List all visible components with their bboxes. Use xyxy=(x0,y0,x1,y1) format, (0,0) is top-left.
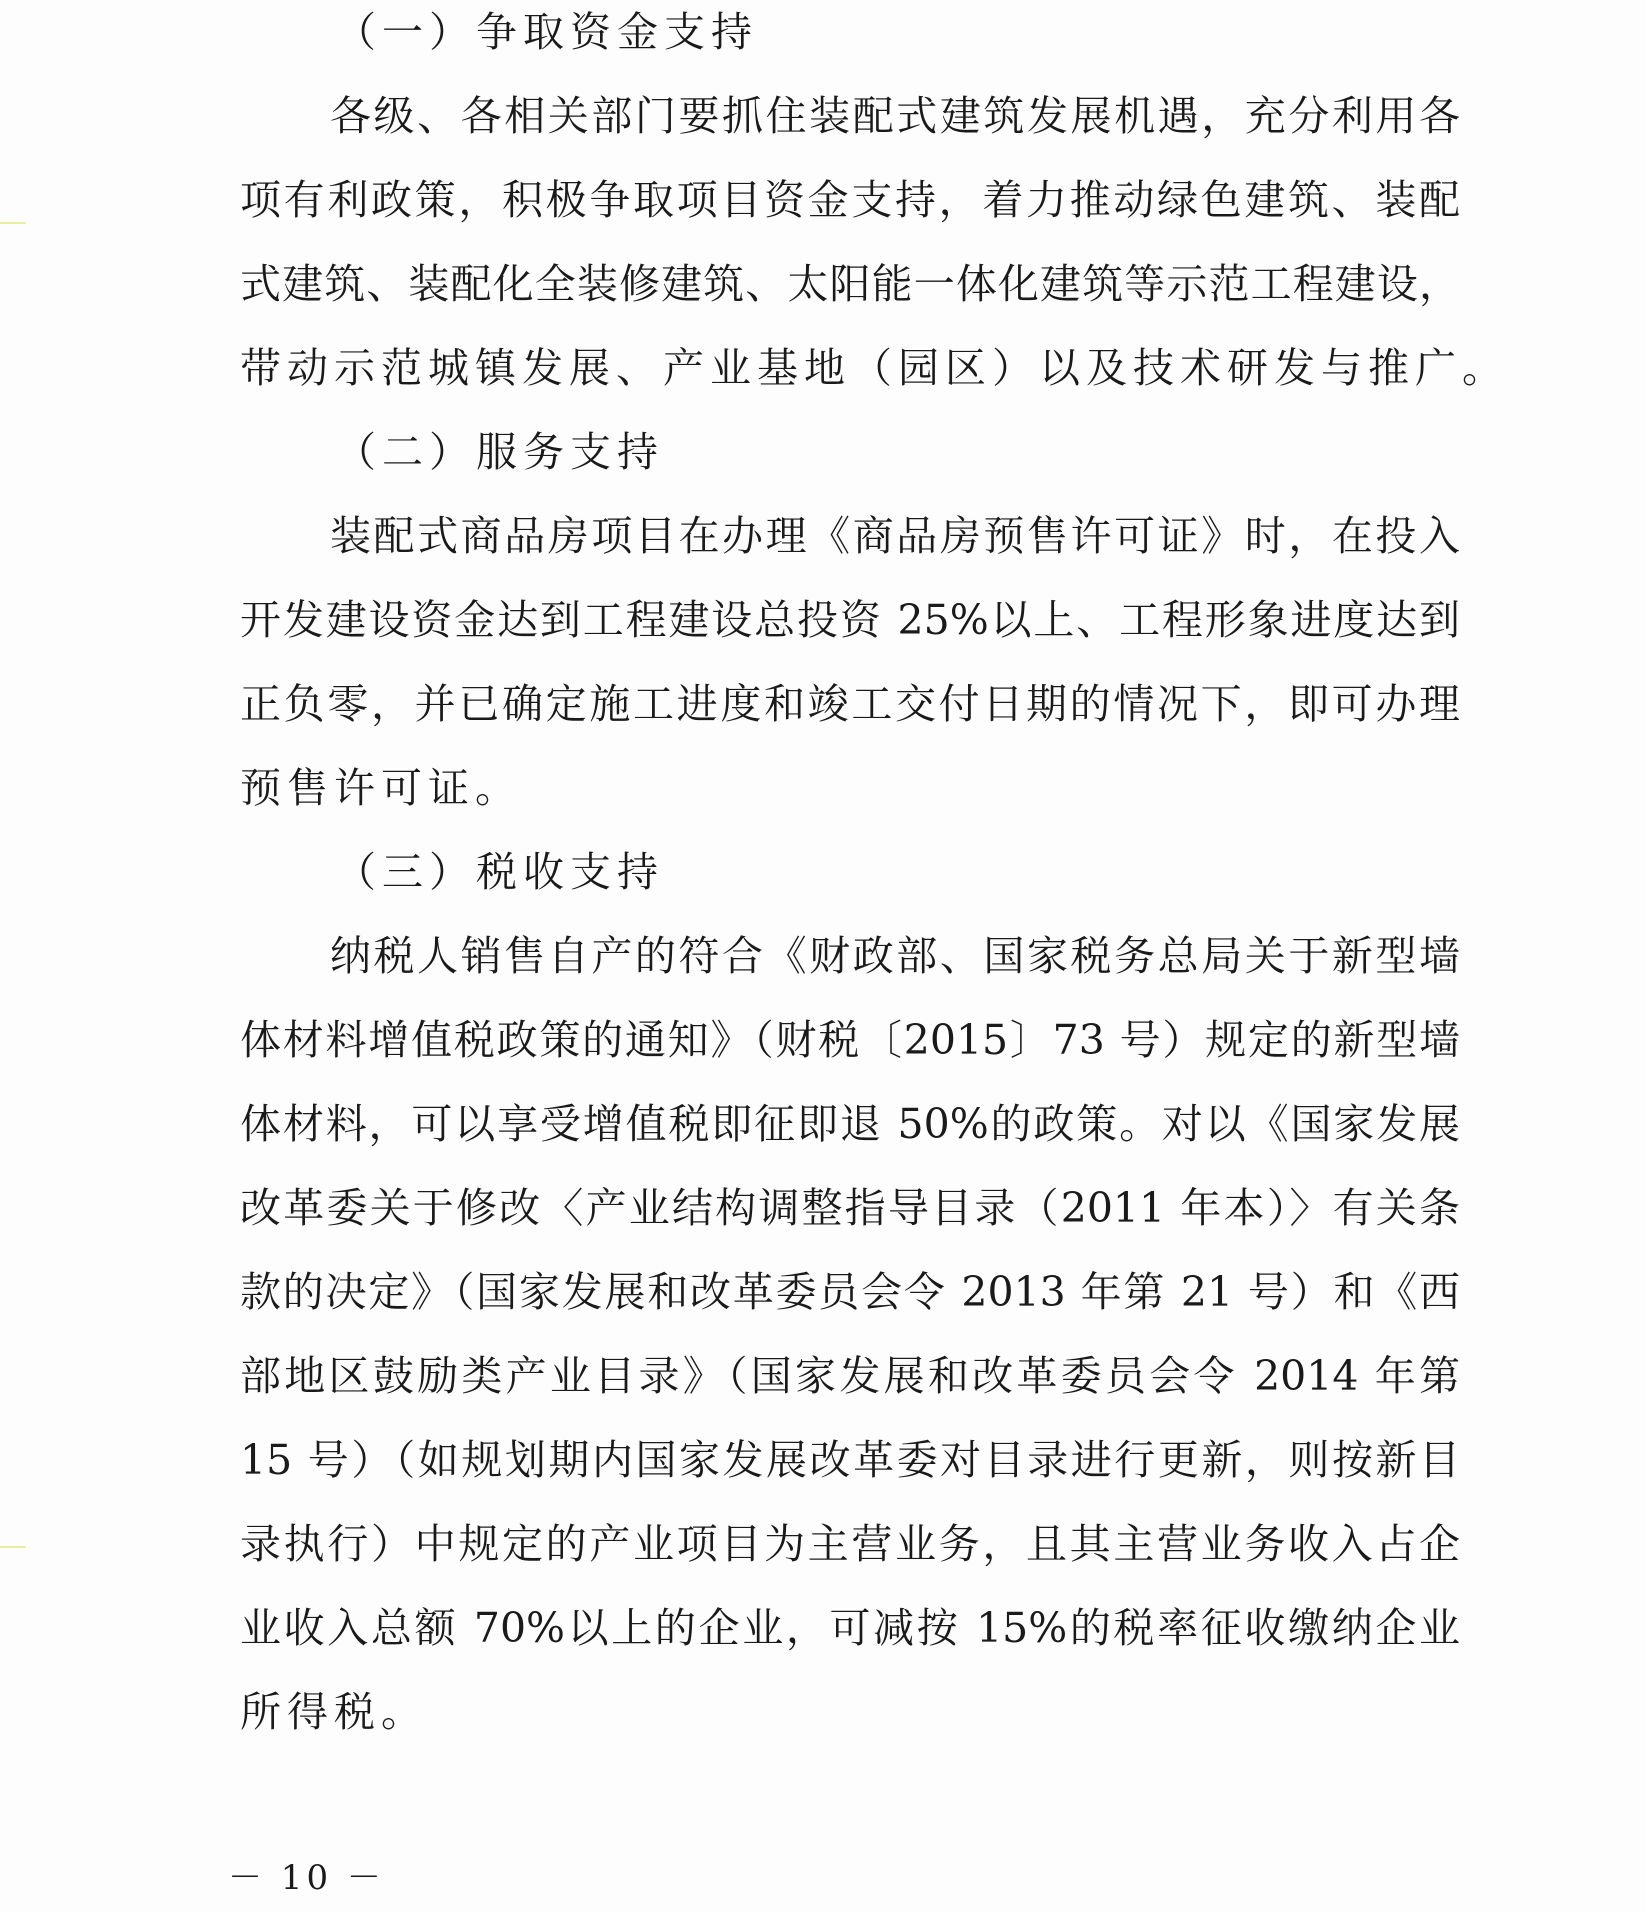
page-number: － 10 － xyxy=(228,1858,385,1898)
paragraph-line: 所得税。 xyxy=(240,1688,428,1736)
paragraph-line: 预售许可证。 xyxy=(240,764,522,812)
paragraph-line: 纳税人销售自产的符合《财政部、国家税务总局关于新型墙 xyxy=(330,932,1460,980)
paragraph-line: 15 号）（如规划期内国家发展改革委对目录进行更新，则按新目 xyxy=(240,1436,1460,1484)
paragraph-line: 录执行）中规定的产业项目为主营业务，且其主营业务收入占企 xyxy=(240,1520,1460,1568)
paragraph-line: 带动示范城镇发展、产业基地（园区）以及技术研发与推广。 xyxy=(240,344,1509,392)
scan-artifact xyxy=(0,222,26,224)
paragraph-line: 装配式商品房项目在办理《商品房预售许可证》时，在投入 xyxy=(330,512,1460,560)
paragraph-line: 项有利政策，积极争取项目资金支持，着力推动绿色建筑、装配 xyxy=(240,176,1460,224)
paragraph-line: 开发建设资金达到工程建设总投资 25%以上、工程形象进度达到 xyxy=(240,596,1460,644)
paragraph-line: 体材料增值税政策的通知》（财税〔2015〕73 号）规定的新型墙 xyxy=(240,1016,1460,1064)
paragraph-line: 体材料，可以享受增值税即征即退 50%的政策。对以《国家发展 xyxy=(240,1100,1460,1148)
section-heading-tax: （三）税收支持 xyxy=(335,848,664,896)
paragraph-line: 业收入总额 70%以上的企业，可减按 15%的税率征收缴纳企业 xyxy=(240,1604,1460,1652)
paragraph-line: 各级、各相关部门要抓住装配式建筑发展机遇，充分利用各 xyxy=(330,92,1460,140)
paragraph-line: 部地区鼓励类产业目录》（国家发展和改革委员会令 2014 年第 xyxy=(240,1352,1460,1400)
section-heading-funding: （一）争取资金支持 xyxy=(335,8,758,56)
scan-artifact xyxy=(0,1546,26,1548)
paragraph-line: 正负零，并已确定施工进度和竣工交付日期的情况下，即可办理 xyxy=(240,680,1460,728)
paragraph-line: 式建筑、装配化全装修建筑、太阳能一体化建筑等示范工程建设， xyxy=(240,260,1460,308)
section-heading-service: （二）服务支持 xyxy=(335,428,664,476)
paragraph-line: 款的决定》（国家发展和改革委员会令 2013 年第 21 号）和《西 xyxy=(240,1268,1460,1316)
paragraph-line: 改革委关于修改〈产业结构调整指导目录（2011 年本）〉有关条 xyxy=(240,1184,1460,1232)
